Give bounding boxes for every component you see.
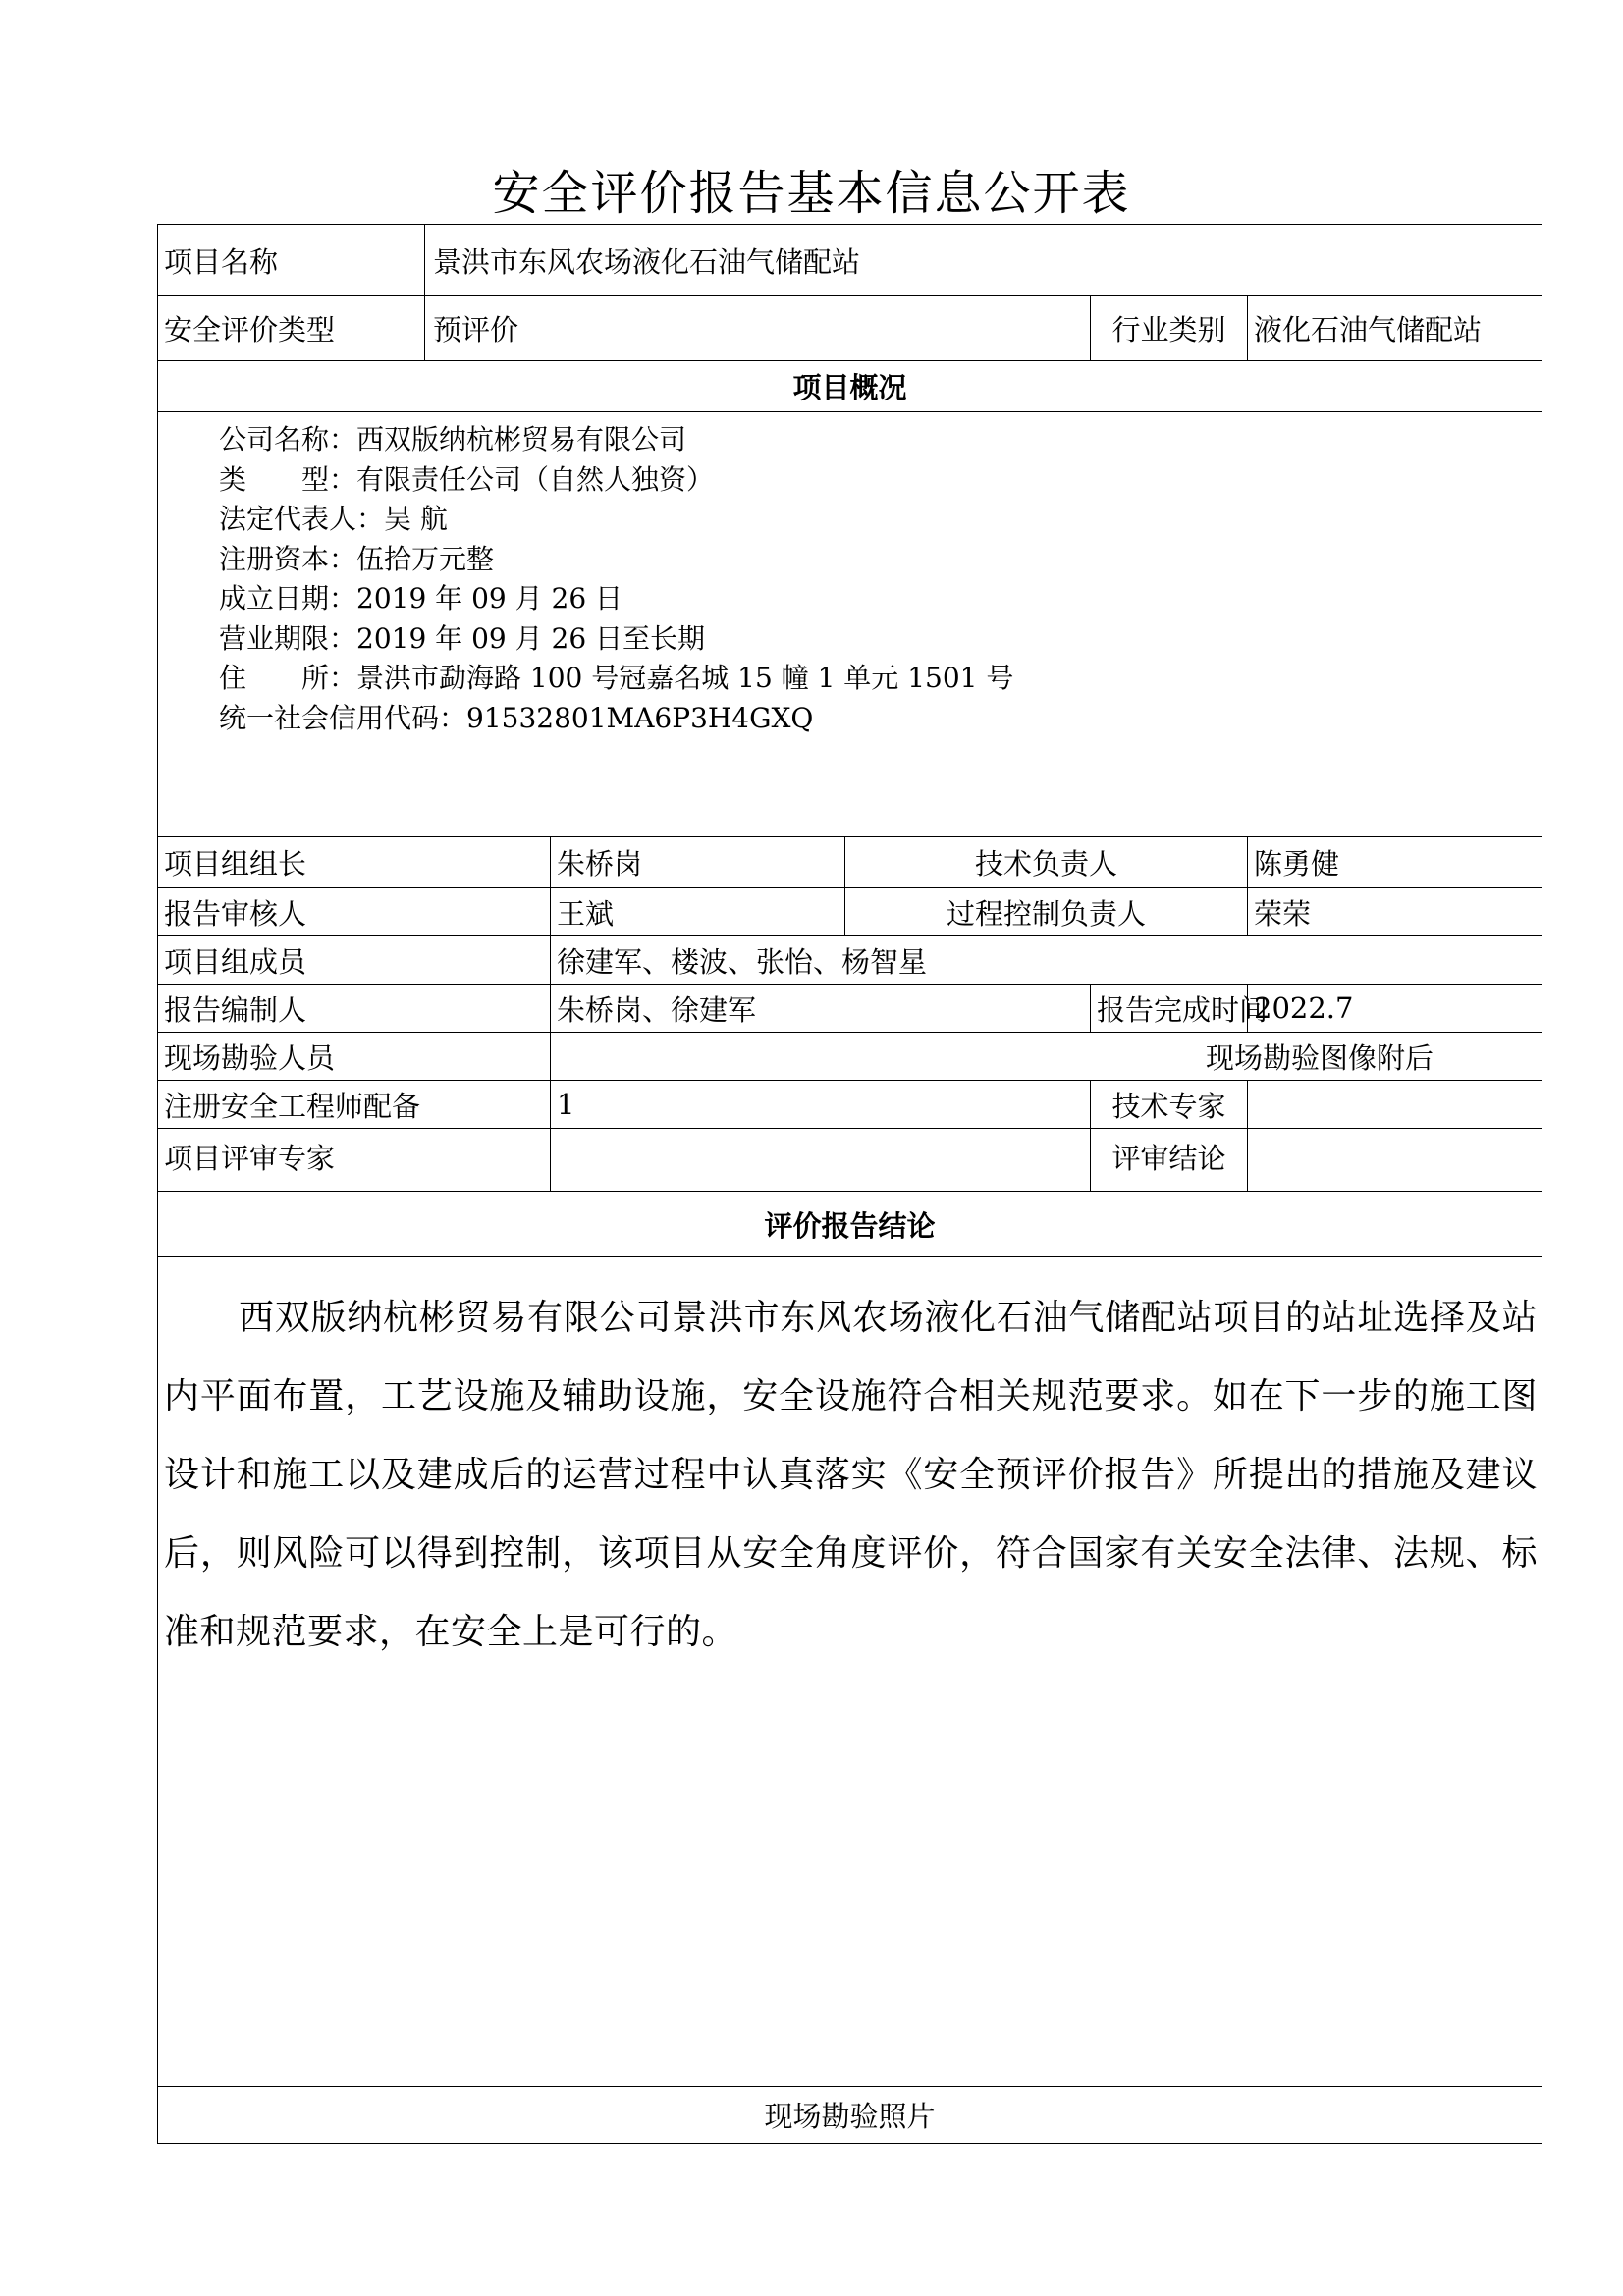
overview-term: 营业期限：2019 年 09 月 26 日至长期 <box>219 621 706 655</box>
photos-label: 现场勘验照片 <box>158 2087 1542 2144</box>
row-conclusion <box>158 1257 1542 2087</box>
overview-company: 公司名称：西双版纳杭彬贸易有限公司 <box>219 423 687 455</box>
reviewer-value: 王斌 <box>551 888 845 936</box>
overview-established: 成立日期：2019 年 09 月 26 日 <box>219 582 623 614</box>
process-lead-value: 荣荣 <box>1248 888 1542 936</box>
row-engineers <box>158 1081 1542 1129</box>
completion-value: 2022.7 <box>1248 985 1542 1033</box>
tech-lead-value: 陈勇健 <box>1248 837 1542 888</box>
row-eval-type <box>158 296 1542 361</box>
overview-capital: 注册资本：伍拾万元整 <box>219 542 495 575</box>
review-expert-label: 项目评审专家 <box>158 1129 551 1192</box>
leader-value: 朱桥岗 <box>551 837 845 888</box>
review-expert-value <box>551 1129 1091 1192</box>
tech-expert-value <box>1248 1081 1542 1129</box>
row-survey-staff <box>158 1033 1542 1081</box>
info-table <box>157 224 1542 2144</box>
overview-content <box>158 412 1542 837</box>
row-reviewer <box>158 888 1542 936</box>
engineers-label: 注册安全工程师配备 <box>158 1081 551 1129</box>
industry-label: 行业类别 <box>1091 296 1248 361</box>
tech-expert-label: 技术专家 <box>1091 1081 1248 1129</box>
review-conclusion-label: 评审结论 <box>1091 1129 1248 1192</box>
row-leader <box>158 837 1542 888</box>
reviewer-label: 报告审核人 <box>158 888 551 936</box>
project-name-value: 景洪市东风农场液化石油气储配站 <box>425 225 1542 296</box>
row-conclusion-header <box>158 1192 1542 1257</box>
members-value: 徐建军、楼波、张怡、杨智星 <box>551 936 1542 985</box>
leader-label: 项目组组长 <box>158 837 551 888</box>
row-review-expert <box>158 1129 1542 1192</box>
row-members <box>158 936 1542 985</box>
tech-lead-label: 技术负责人 <box>845 837 1248 888</box>
authors-value: 朱桥岗、徐建军 <box>551 985 1091 1033</box>
row-project-name <box>158 225 1542 296</box>
engineers-value: 1 <box>551 1081 1091 1129</box>
review-conclusion-value <box>1248 1129 1542 1192</box>
row-photos <box>158 2087 1542 2144</box>
overview-legal-rep: 法定代表人：吴 航 <box>219 503 448 535</box>
survey-staff-label: 现场勘验人员 <box>158 1033 551 1081</box>
eval-type-value: 预评价 <box>425 296 1091 361</box>
overview-credit-code: 统一社会信用代码：91532801MA6P3H4GXQ <box>219 701 814 734</box>
row-overview-header <box>158 361 1542 412</box>
overview-type: 类 型：有限责任公司（自然人独资） <box>219 462 715 496</box>
row-authors <box>158 985 1542 1033</box>
survey-staff-value: 现场勘验图像附后 <box>551 1033 1542 1081</box>
eval-type-label: 安全评价类型 <box>158 296 425 361</box>
conclusion-header: 评价报告结论 <box>158 1192 1542 1257</box>
completion-label: 报告完成时间 <box>1091 985 1248 1033</box>
page-title: 安全评价报告基本信息公开表 <box>492 166 1131 221</box>
overview-header: 项目概况 <box>158 361 1542 412</box>
process-lead-label: 过程控制负责人 <box>845 888 1248 936</box>
row-overview <box>158 412 1542 837</box>
industry-value: 液化石油气储配站 <box>1248 296 1542 361</box>
conclusion-text: 西双版纳杭彬贸易有限公司景洪市东风农场液化石油气储配站项目的站址选择及站内平面布置，工艺设施及辅助设施，安全设施符合相关规范要求。如在下一步的施工图设计和施工以及建成后的运营过程中认真落实《安全预评价报告》所提出的措施及建议后，则风险可以得到控制，该项目从安全角度评价，符合国家有关安全法律、法规、标准和规范要求，在安全上是可行的。 <box>164 1298 1539 1652</box>
conclusion-content <box>158 1257 1542 2087</box>
authors-label: 报告编制人 <box>158 985 551 1033</box>
overview-address: 住 所：景洪市勐海路 100 号冠嘉名城 15 幢 1 单元 1501 号 <box>219 662 1014 694</box>
project-name-label: 项目名称 <box>158 225 425 296</box>
members-label: 项目组成员 <box>158 936 551 985</box>
